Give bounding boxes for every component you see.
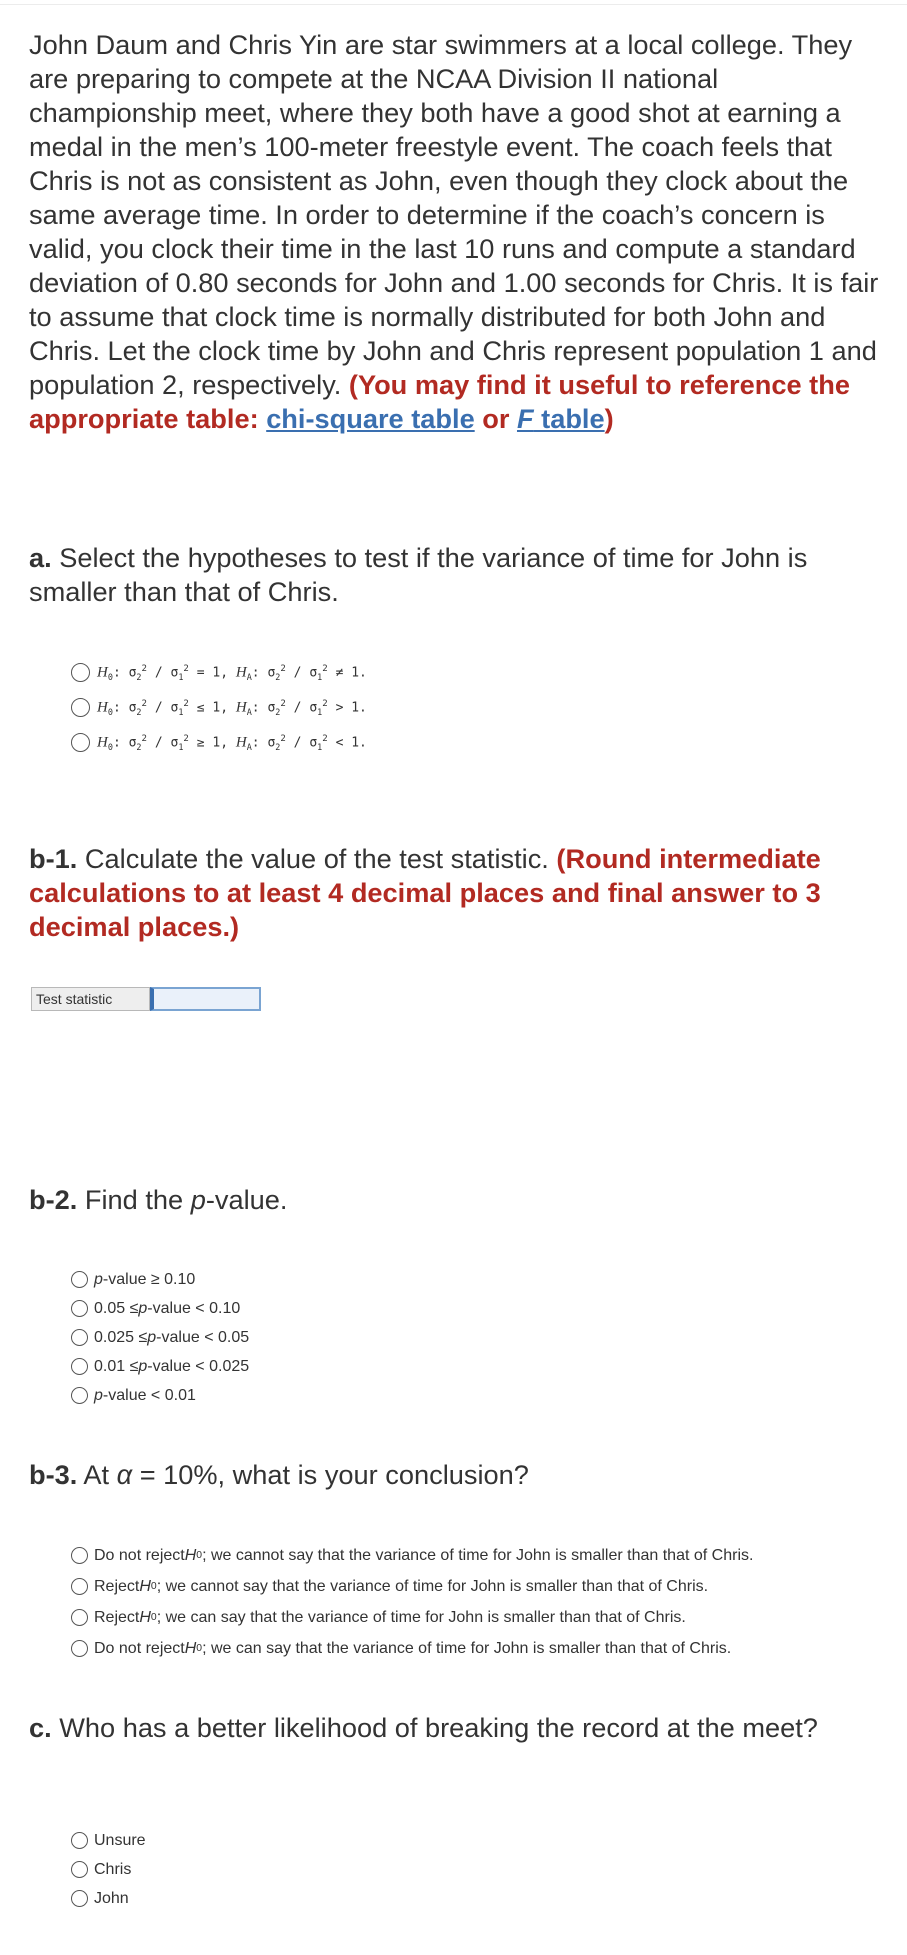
radio-button[interactable]: [71, 1387, 88, 1404]
question-b1: b-1. Calculate the value of the test statistic. (Round intermediate calculations to at least 4 decimal places and final answer to 3 decimal places.): [29, 843, 821, 942]
conclusion-options: [71, 1540, 753, 1664]
chi-square-table-link[interactable]: chi-square table: [266, 403, 475, 434]
conclusion-option-1[interactable]: Do not reject H 0 ; we cannot say that the variance of time for John is smaller than that of Chris.: [71, 1540, 753, 1571]
p-value-option-4[interactable]: 0.01 ≤ p -value < 0.025: [71, 1352, 249, 1381]
radio-button[interactable]: [71, 1358, 88, 1375]
record-options: [71, 1826, 146, 1913]
radio-button[interactable]: [71, 1640, 88, 1657]
radio-button[interactable]: [71, 1890, 88, 1907]
f-table-link[interactable]: F table: [516, 403, 605, 434]
radio-button[interactable]: [71, 698, 90, 717]
radio-button[interactable]: [71, 663, 90, 682]
radio-button[interactable]: [71, 1609, 88, 1626]
radio-button[interactable]: [71, 1832, 88, 1849]
radio-button[interactable]: [71, 1547, 88, 1564]
p-value-option-5[interactable]: p -value < 0.01: [71, 1381, 249, 1410]
p-value-option-2[interactable]: 0.05 ≤ p -value < 0.10: [71, 1294, 249, 1323]
hypotheses-options: [71, 655, 367, 760]
record-option-john[interactable]: John: [71, 1884, 146, 1913]
reference-note: (You may find it useful to reference the appropriate table: chi-square table or F table): [29, 369, 850, 434]
question-b2: b-2. Find the p-value.: [29, 1184, 288, 1215]
p-value-option-3[interactable]: 0.025 ≤ p -value < 0.05: [71, 1323, 249, 1352]
radio-button[interactable]: [71, 733, 90, 752]
test-statistic-row: [31, 987, 261, 1011]
conclusion-option-2[interactable]: Reject H 0 ; we cannot say that the variance of time for John is smaller than that of Chris.: [71, 1571, 753, 1602]
radio-button[interactable]: [71, 1271, 88, 1288]
test-statistic-label: Test statistic: [31, 987, 150, 1011]
p-value-option-1[interactable]: p -value ≥ 0.10: [71, 1265, 249, 1294]
radio-button[interactable]: [71, 1861, 88, 1878]
radio-button[interactable]: [71, 1300, 88, 1317]
p-value-options: [71, 1265, 249, 1410]
hypothesis-option-3[interactable]: $H_0$: $\sigma_2^2 / \sigma_1^2 \ge 1$, $H_A$: $\sigma_2^2 / \sigma_1^2 < 1$.: [71, 725, 367, 760]
conclusion-option-3[interactable]: Reject H 0 ; we can say that the variance of time for John is smaller than that of Chris.: [71, 1602, 753, 1633]
radio-button[interactable]: [71, 1578, 88, 1595]
question-content: [29, 28, 879, 436]
test-statistic-input[interactable]: [150, 987, 261, 1011]
record-option-chris[interactable]: Chris: [71, 1855, 146, 1884]
question-b3: b-3. At α = 10%, what is your conclusion?: [29, 1459, 529, 1490]
conclusion-option-4[interactable]: Do not reject H 0 ; we can say that the variance of time for John is smaller than that of Chris.: [71, 1633, 753, 1664]
question-c: c. Who has a better likelihood of breaking the record at the meet?: [29, 1712, 818, 1743]
radio-button[interactable]: [71, 1329, 88, 1346]
problem-intro: [29, 28, 879, 436]
intro-text: John Daum and Chris Yin are star swimmers at a local college. They are preparing to compete at the NCAA Division II national championship meet, where they both have a good shot at earning a medal in the men’s 100-meter freestyle event. The coach feels that Chris is not as consistent as John, even though they clock about the same average time. In order to determine if the coach’s concern is valid, you clock their time in the last 10 runs and compute a standard deviation of 0.80 seconds for John and 1.00 seconds for Chris. It is fair to assume that clock time is normally distributed for both John and Chris. Let the clock time by John and Chris represent population 1 and population 2, respectively.: [29, 29, 879, 400]
hypothesis-option-1[interactable]: $H_0$: $\sigma_2^2 / \sigma_1^2 = 1$, $H_A$: $\sigma_2^2 / \sigma_1^2 \ne 1$.: [71, 655, 367, 690]
question-a: a. Select the hypotheses to test if the variance of time for John is smaller than that of Chris.: [29, 542, 808, 607]
hypothesis-option-2[interactable]: $H_0$: $\sigma_2^2 / \sigma_1^2 \le 1$, $H_A$: $\sigma_2^2 / \sigma_1^2 > 1$.: [71, 690, 367, 725]
record-option-unsure[interactable]: Unsure: [71, 1826, 146, 1855]
top-divider: [0, 4, 907, 5]
